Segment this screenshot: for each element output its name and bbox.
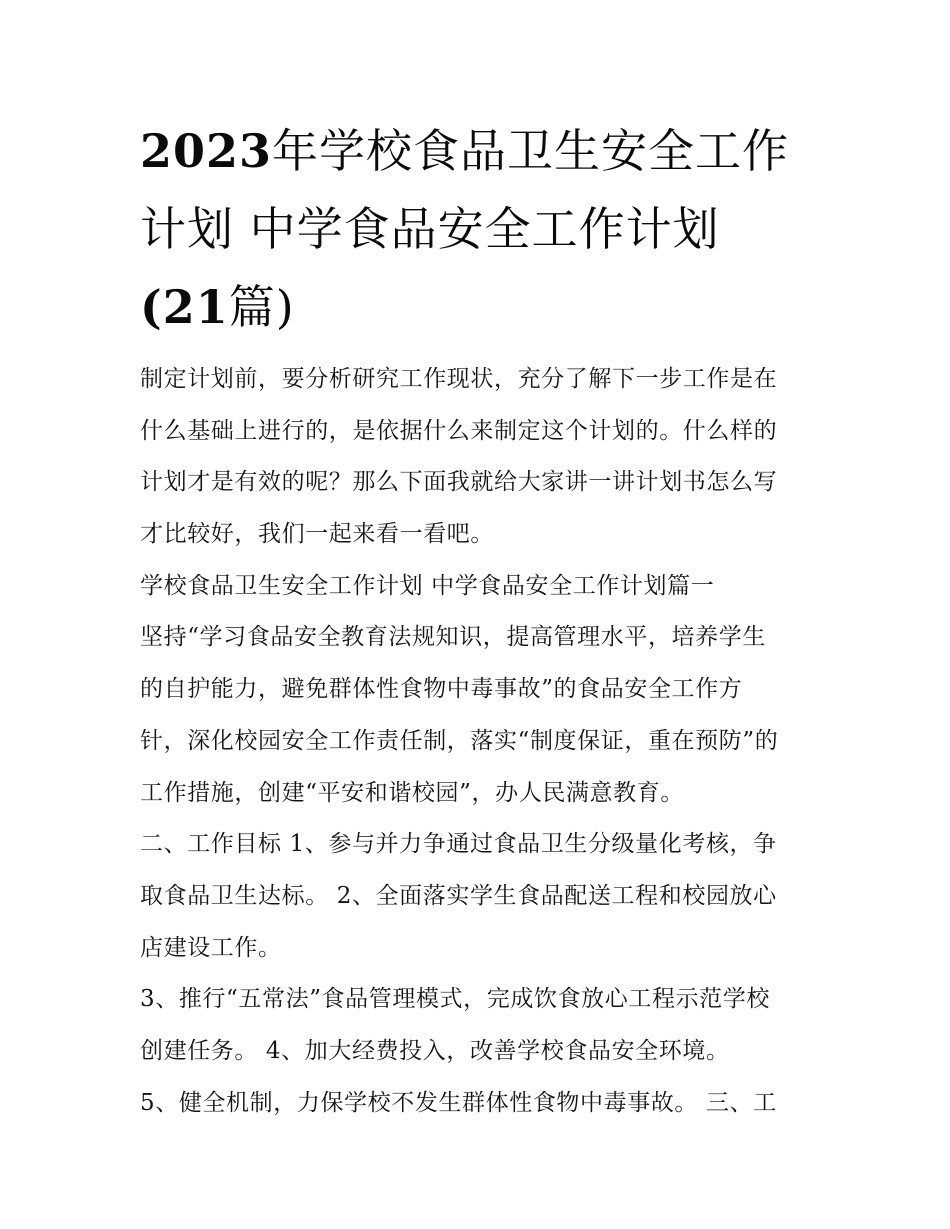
body-line: 计划才是有效的呢？那么下面我就给大家讲一讲计划书怎么写 (140, 469, 778, 496)
body-line: 店建设工作。 (140, 934, 282, 961)
title-line (140, 112, 820, 190)
title-line (140, 268, 820, 346)
body-line: 5、健全机制，力保学校不发生群体性食物中毒事故。 三、工 (140, 1089, 777, 1116)
body-line: 3、推行“五常法”食品管理模式，完成饮食放心工程示范学校 (140, 986, 770, 1013)
body-line: 才比较好，我们一起来看一看吧。 (140, 521, 494, 548)
body-line: 创建任务。 4、加大经费投入，改善学校食品安全环境。 (140, 1037, 730, 1064)
document-body (140, 354, 820, 1129)
document-title (140, 112, 820, 346)
body-line: 取食品卫生达标。 2、全面落实学生食品配送工程和校园放心 (140, 882, 777, 909)
body-line: 工作措施，创建“平安和谐校园”，办人民满意教育。 (140, 779, 684, 806)
title-number: 2023 (140, 124, 273, 178)
body-line: 针，深化校园安全工作责任制，落实“制度保证，重在预防”的 (140, 727, 779, 754)
body-line: 的自护能力，避免群体性食物中毒事故”的食品安全工作方 (140, 676, 743, 703)
body-line: 制定计划前，要分析研究工作现状，充分了解下一步工作是在 (140, 366, 778, 392)
title-text: 篇) (228, 280, 295, 334)
title-text: 计划 中学食品安全工作计划 (140, 202, 720, 256)
title-number: (21 (140, 280, 229, 334)
body-line: 二、工作目标 1、参与并力争通过食品卫生分级量化考核，争 (140, 831, 777, 858)
body-line: 什么基础上进行的，是依据什么来制定这个计划的。什么样的 (140, 417, 778, 444)
title-text: 年学校食品卫生安全工作 (272, 124, 790, 178)
section-heading: 学校食品卫生安全工作计划 中学食品安全工作计划篇一 (140, 572, 715, 599)
title-line (140, 190, 820, 268)
body-line: 坚持“学习食品安全教育法规知识，提高管理水平，培养学生 (140, 624, 766, 651)
